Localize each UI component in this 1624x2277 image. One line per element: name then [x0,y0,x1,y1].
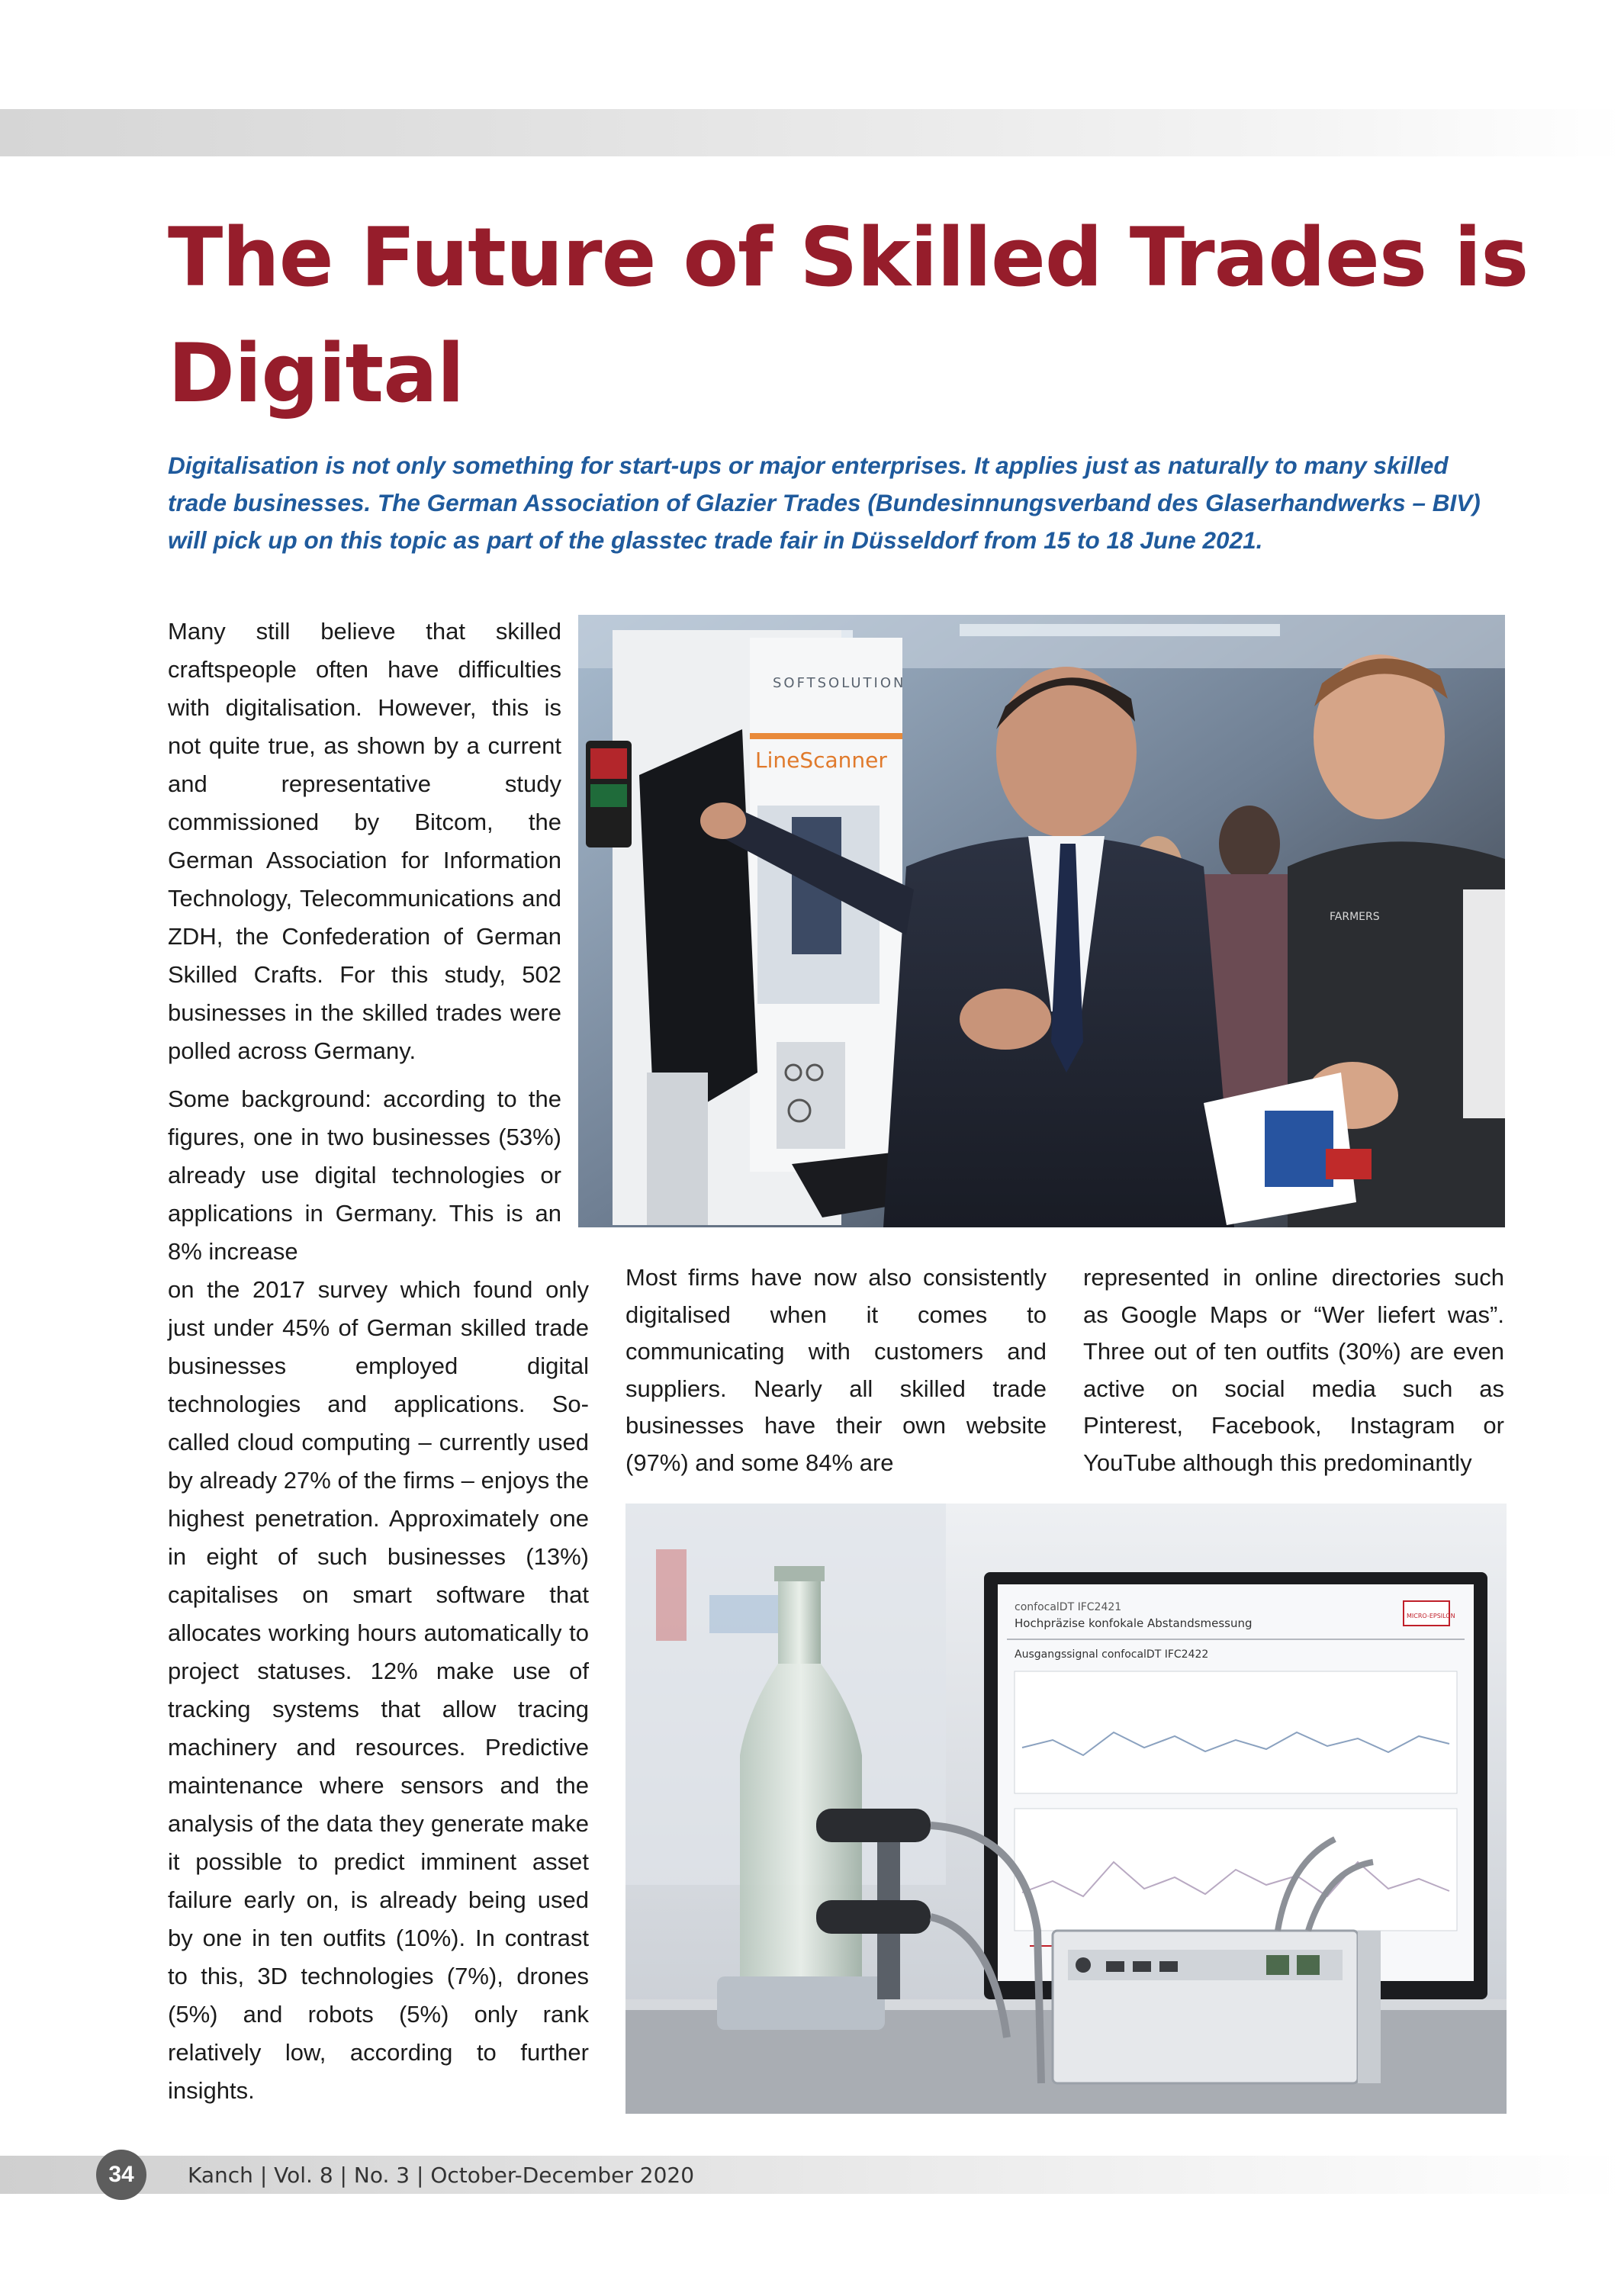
screen-subheading: Ausgangssignal confocalDT IFC2422 [1015,1648,1209,1661]
screen-brand: confocalDT IFC2421 [1015,1601,1122,1613]
vest-logo: FARMERS [1330,911,1380,923]
screen-label: LineScanner [755,748,887,773]
body-paragraph-2-start: Some background: according to the figures, one in two businesses (53%) already use digital technologies or applications in Germany. This is an 8% increase [168,1085,561,1265]
article-title: The Future of Skilled Trades is Digital [168,211,1529,420]
trade-fair-photo [578,615,1505,1227]
brand-logo: MICRO-EPSILON [1407,1613,1455,1619]
article-standfirst: Digitalisation is not only something for start-ups or major enterprises. It applies just as naturally to many skilled trade businesses. The German Association of Glazier Trades (Bundesinnungsverband des Glaserhandwerks – BIV) will pick up on this topic as part of the glasstec trade fair in Düsseldorf from 15 to 18 June 2021. [168,452,1481,554]
measurement-demo-illustration [625,1504,1507,2114]
body-paragraph-2-continued: on the 2017 survey which found only just under 45% of German skilled trade businesses employed digital technologies and applications. So-called cloud computing – currently used by already 27% of the firms – enjoys the highest penetration. Approximately one in eight of such businesses (13%) capitalises on smart software that allocates working hours automatically to project statuses. 12% make use of tracking systems that allow tracing machinery and resources. Predictive maintenance where sensors and the analysis of the data they generate make it possible to predict imminent asset failure early on, is already being used by one in ten outfits (10%). In contrast to this, 3D technologies (7%), drones (5%) and robots (5%) only rank relatively low, according to further insights. [168,1276,589,2104]
screen-heading: Hochpräzise konfokale Abstandsmessung [1015,1616,1253,1630]
body-paragraph-1: Many still believe that skilled craftspeople often have difficulties with digitalisation. However, this is not quite true, as shown by a current and representative study commissioned by Bitcom, the German Association for Information Technology, Telecommunications and ZDH, the Confederation of German Skilled Crafts. For this study, 502 businesses in the skilled trades were polled across Germany. [168,618,561,1064]
trade-fair-illustration [578,615,1505,1227]
header-band [0,109,1624,156]
booth-sign: SOFTSOLUTION [773,675,906,691]
page-number: 34 [96,2150,146,2200]
body-paragraph-3: Most firms have now also consistently digitalised when it comes to communicating with customers and suppliers. Nearly all skilled trade businesses have their own website (97%) and some 84% are [625,1264,1047,1476]
body-paragraph-4: represented in online directories such as Google Maps or “Wer liefert was”. Three out of ten outfits (30%) are even active on social media such as Pinterest, Facebook, Instagram or YouTube although this predominantly [1083,1264,1504,1476]
footer-publication-info: Kanch | Vol. 8 | No. 3 | October-December 2020 [188,2163,695,2188]
measurement-demo-photo [625,1504,1507,2114]
